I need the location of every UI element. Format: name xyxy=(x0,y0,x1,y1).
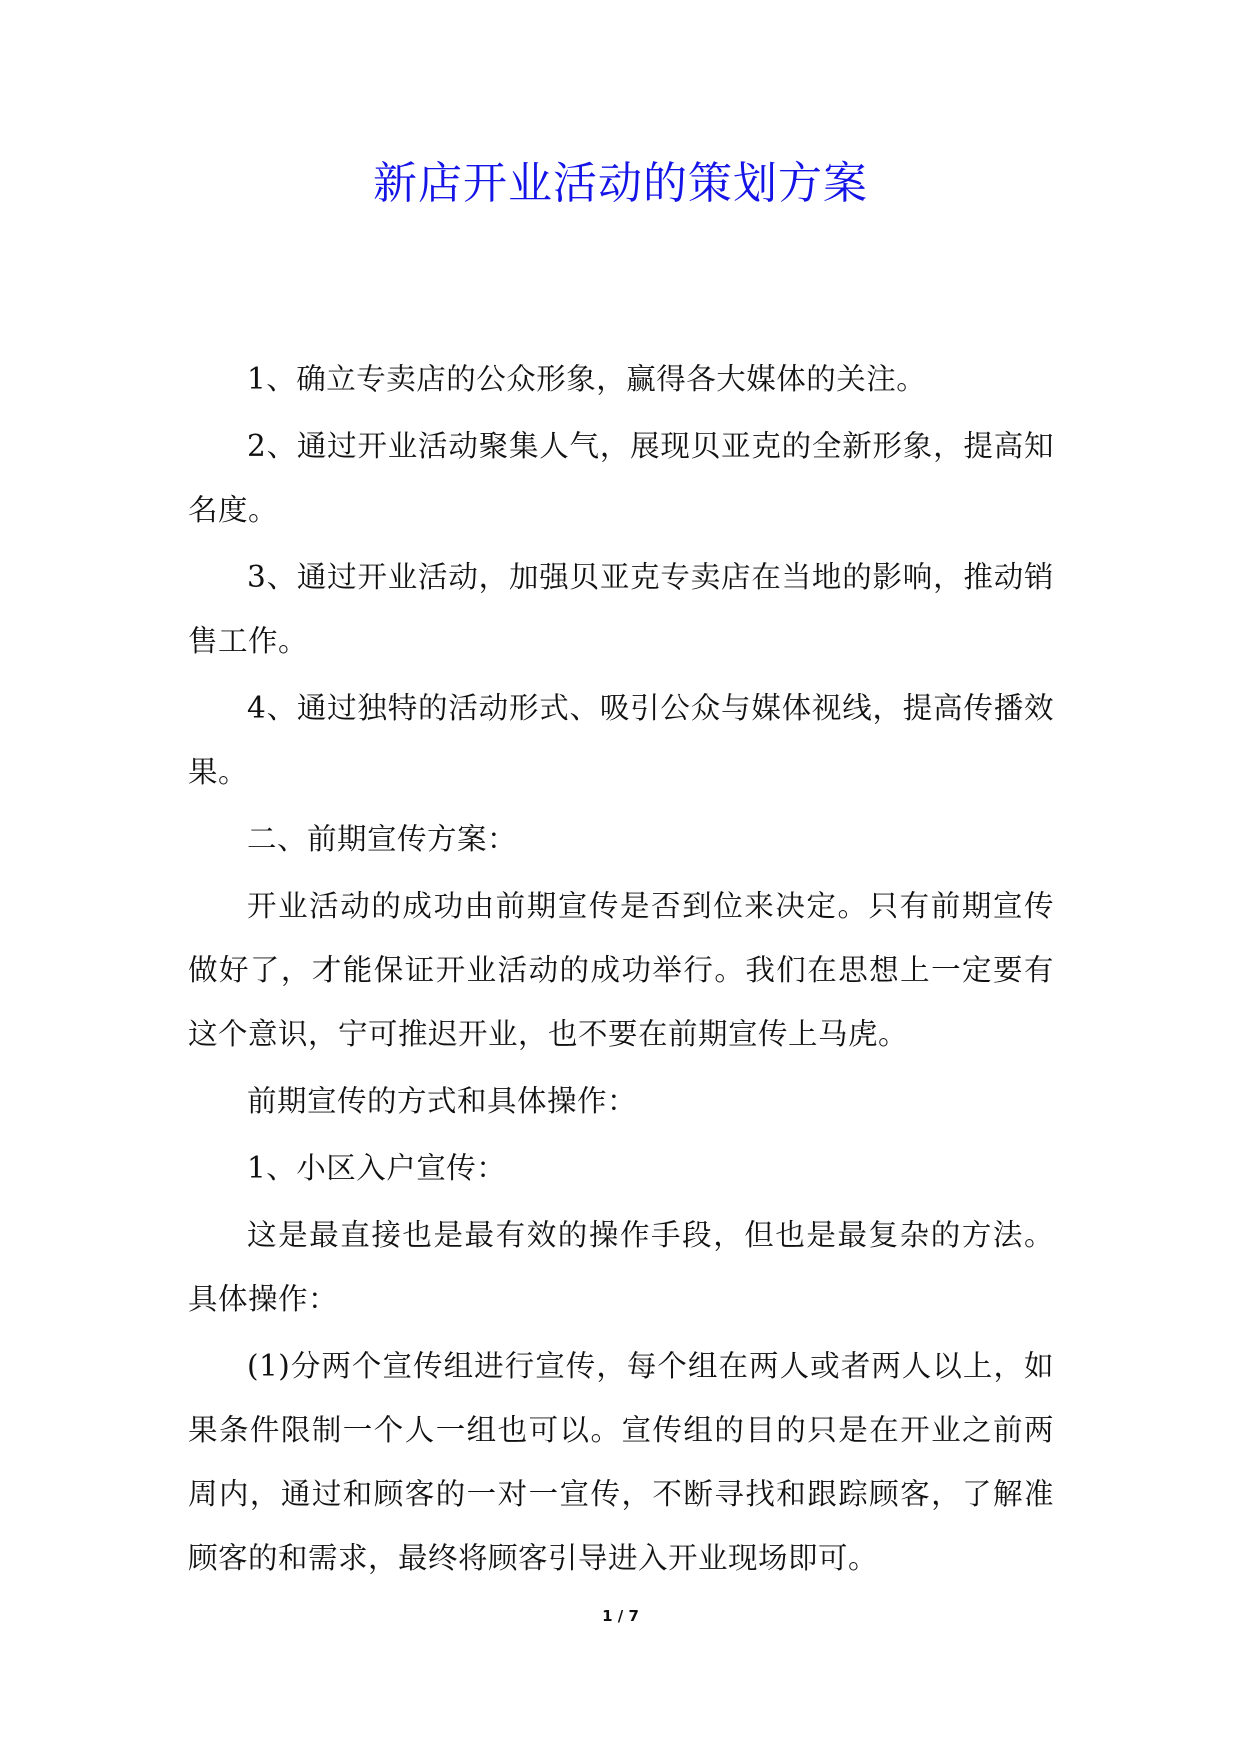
paragraph: 2、通过开业活动聚集人气，展现贝亚克的全新形象，提高知名度。 xyxy=(188,429,1054,527)
paragraph: 前期宣传的方式和具体操作： xyxy=(247,1084,638,1118)
paragraph: (1)分两个宣传组进行宣传，每个组在两人或者两人以上，如果条件限制一个人一组也可以。宣传组的目的只是在开业之前两周内，通过和顾客的一对一宣传，不断寻找和跟踪顾客，了解准顾客的和需求，最终将顾客引导进入开业现场即可。 xyxy=(188,1349,1054,1575)
document-body xyxy=(188,347,1054,1593)
paragraph: 1、小区入户宣传： xyxy=(247,1151,507,1185)
paragraph: 3、通过开业活动，加强贝亚克专卖店在当地的影响，推动销售工作。 xyxy=(188,560,1054,658)
section-heading: 二、前期宣传方案： xyxy=(247,822,518,856)
document-title: 新店开业活动的策划方案 xyxy=(373,158,868,209)
paragraph: 开业活动的成功由前期宣传是否到位来决定。只有前期宣传做好了，才能保证开业活动的成功举行。我们在思想上一定要有这个意识，宁可推迟开业，也不要在前期宣传上马虎。 xyxy=(188,889,1054,1051)
paragraph: 这是最直接也是最有效的操作手段，但也是最复杂的方法。具体操作： xyxy=(188,1218,1054,1316)
paragraph: 4、通过独特的活动形式、吸引公众与媒体视线，提高传播效果。 xyxy=(188,691,1054,789)
page-number: 1 / 7 xyxy=(602,1607,639,1625)
paragraph: 1、确立专卖店的公众形象，赢得各大媒体的关注。 xyxy=(247,362,927,396)
